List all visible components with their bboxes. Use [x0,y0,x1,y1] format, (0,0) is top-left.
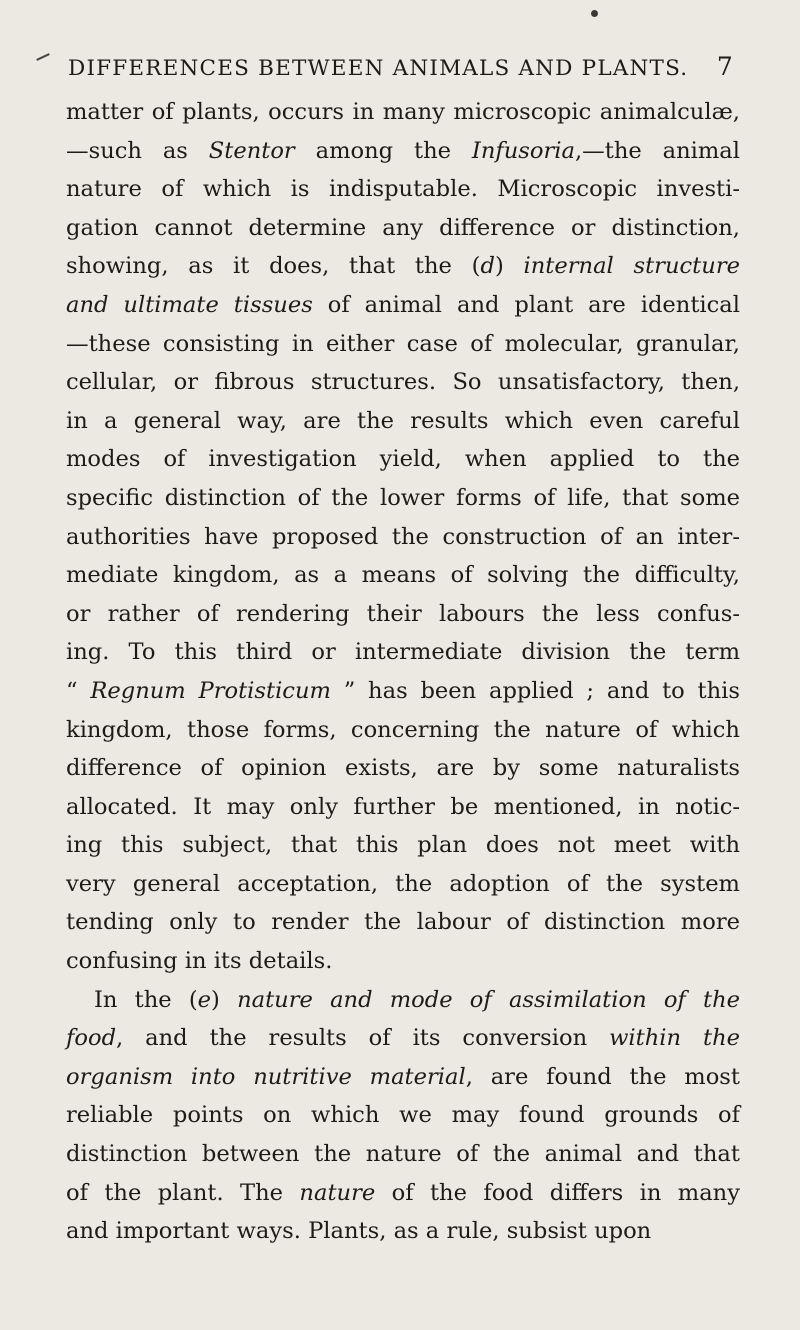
text-run: ) [494,253,524,280]
text-line [66,1135,740,1174]
text-run: reliable points on which we may found grounds of [66,1102,740,1129]
text-line [66,1019,740,1058]
text-line [66,788,740,827]
italic-run: food [66,1025,117,1052]
text-run: matter of plants, occurs in many microscopic animalculæ, [66,99,740,125]
text-run: and important ways. Plants, as a rule, subsist upon [66,1218,652,1245]
text-line [66,595,740,634]
text-run: In the ( [94,986,198,1013]
running-title: DIFFERENCES BETWEEN ANIMALS AND PLANTS. [68,56,689,81]
italic-run: nature and mode of assimilation of the [237,986,740,1013]
text-run: modes of investigation yield, when applied to the [66,446,740,473]
text-run: or rather of rendering their labours the less confus- [66,600,740,627]
text-line [66,209,740,248]
text-line [66,903,740,942]
text-line [66,826,740,865]
text-line [66,479,740,518]
text-line [66,1096,740,1135]
text-line [66,132,740,171]
text-line [66,170,740,209]
text-run: in a general way, are the results which even careful [66,407,740,434]
text-line [66,981,740,1020]
text-line [66,633,740,672]
text-run: among the [294,137,472,164]
text-run: mediate kingdom, as a means of solving the difficulty, [66,562,740,589]
italic-run: d [480,253,495,280]
text-line [66,363,740,402]
text-line [66,325,740,364]
body-text [66,93,740,1251]
text-run: “ [66,677,91,704]
text-line [66,942,740,981]
text-run: of the plant. The [66,1179,300,1206]
italic-run: organism into nutritive material [66,1063,466,1090]
italic-run: Regnum Protisticum [90,677,331,704]
text-line [66,1058,740,1097]
text-line [66,556,740,595]
text-line [66,672,740,711]
text-run: ,—the animal [574,137,741,164]
text-line [66,247,740,286]
text-run: —such as [66,137,209,164]
italic-run: nature [299,1179,376,1206]
text-run: specific distinction of the lower forms of life, that some [66,484,740,511]
text-run: tending only to render the labour of distinction more [66,909,740,936]
text-run: allocated. It may only further be mentioned, in notic- [66,793,740,820]
text-line [66,1174,740,1213]
italic-run: within the [609,1025,740,1052]
text-run: difference of opinion exists, are by some naturalists [66,755,740,782]
text-run: distinction between the nature of the animal and that [66,1141,740,1168]
text-run: showing, as it does, that the ( [66,253,481,280]
text-run: authorities have proposed the construction of an inter- [66,523,740,550]
italic-run: e [197,986,212,1013]
text-run: confusing in its details. [66,948,333,975]
text-run: of animal and plant are identical [312,291,740,318]
text-run: , and the results of its conversion [116,1025,610,1052]
text-run: kingdom, those forms, concerning the nature of which [66,716,740,743]
text-run: nature of which is indisputable. Microscopic investi- [66,176,740,203]
text-run: cellular, or fibrous structures. So unsatisfactory, then, [66,369,740,396]
text-run: ” has been applied ; and to this [330,677,741,704]
text-run: —these consisting in either case of molecular, granular, [66,330,740,357]
italic-run: internal structure [523,253,740,280]
text-run: gation cannot determine any difference or distinction, [66,214,740,241]
italic-run: and ultimate tissues [66,291,313,318]
italic-run: Infusoria [471,137,575,164]
text-run: of the food differs in many [375,1179,740,1206]
page-number: 7 [716,52,734,81]
running-header [68,52,740,81]
text-run: ing this subject, that this plan does not meet with [66,832,740,859]
ink-tick-mark [36,53,50,61]
text-line [66,865,740,904]
text-run: ) [211,986,238,1013]
text-line [66,518,740,557]
text-line [66,749,740,788]
ink-dot-mark [591,10,598,17]
text-line [66,1212,740,1251]
text-run: ing. To this third or intermediate division the term [66,639,740,666]
text-line [66,402,740,441]
text-line [66,93,740,132]
text-run: very general acceptation, the adoption of the system [66,870,740,897]
text-run: , are found the most [465,1063,740,1090]
text-line [66,440,740,479]
italic-run: Stentor [208,137,295,164]
text-line [66,711,740,750]
text-line [66,286,740,325]
